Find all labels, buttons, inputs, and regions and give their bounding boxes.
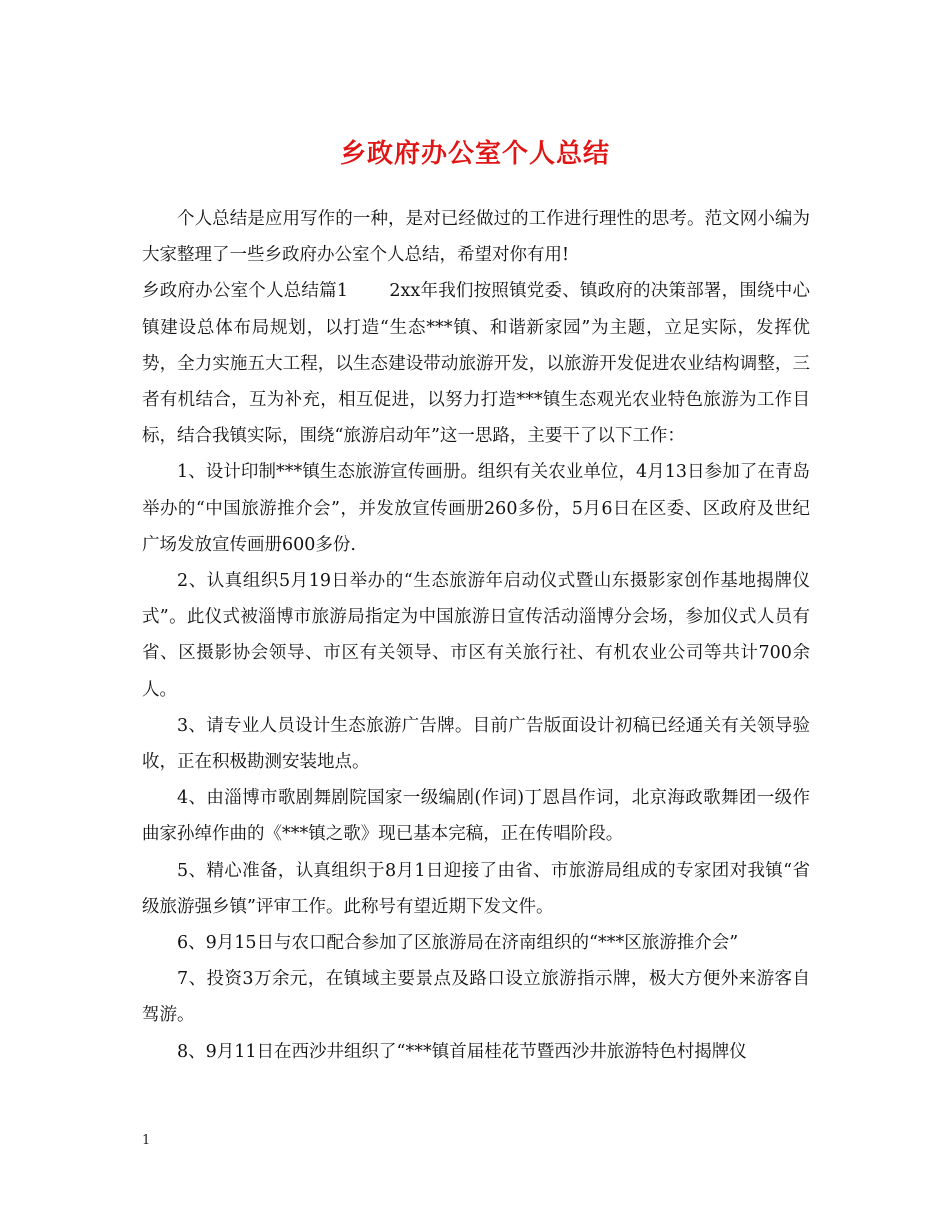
item-paragraph-5: 5、精心准备，认真组织于8月1日迎接了由省、市旅游局组成的专家团对我镇“省级旅游强乡镇”评审工作。此称号有望近期下发文件。 bbox=[142, 860, 810, 917]
item-paragraph-8: 8、9月11日在西沙井组织了“***镇首届桂花节暨西沙井旅游特色村揭牌仪 bbox=[177, 1041, 747, 1062]
item-paragraph-3: 3、请专业人员设计生态旅游广告牌。目前广告版面设计初稿已经通关有关领导验收，正在积极勘测安装地点。 bbox=[142, 715, 810, 773]
document-title: 乡政府办公室个人总结 bbox=[339, 139, 610, 169]
item-paragraph-1: 1、设计印制***镇生态旅游宣传画册。组织有关农业单位，4月13日参加了在青岛举办的“中国旅游推介会”，并发放宣传画册260多份，5月6日在区委、区政府及世纪广场发放宣传画册600多份. bbox=[142, 462, 810, 555]
document-body bbox=[142, 201, 810, 1070]
item-paragraph-6: 6、9月15日与农口配合参加了区旅游局在济南组织的“***区旅游推介会” bbox=[177, 933, 739, 954]
item-paragraph-2: 2、认真组织5月19日举办的“生态旅游年启动仪式暨山东摄影家创作基地揭牌仪式”。此仪式被淄博市旅游局指定为中国旅游日宣传活动淄博分会场，参加仪式人员有省、区摄影协会领导、市区有关领导、市区有关旅行社、有机农业公司等共计700余人。 bbox=[142, 571, 810, 700]
item-paragraph-7: 7、投资3万余元，在镇域主要景点及路口设立旅游指示牌，极大方便外来游客自驾游。 bbox=[142, 969, 810, 1026]
section-heading-paragraph: 乡政府办公室个人总结篇1 2xx年我们按照镇党委、镇政府的决策部署，围绕中心镇建设总体布局规划，以打造“生态***镇、和谐新家园”为主题，立足实际，发挥优势，全力实施五大工程，以生态建设带动旅游开发，以旅游开发促进农业结构调整，三者有机结合，互为补充，相互促进，以努力打造***镇生态观光农业特色旅游为工作目标，结合我镇实际，围绕“旅游启动年”这一思路，主要干了以下工作： bbox=[142, 281, 810, 447]
intro-paragraph: 个人总结是应用写作的一种，是对已经做过的工作进行理性的思考。范文网小编为大家整理了一些乡政府办公室个人总结，希望对你有用! bbox=[142, 209, 810, 266]
page-number: 1 bbox=[142, 1133, 151, 1148]
item-paragraph-4: 4、由淄博市歌剧舞剧院国家一级编剧(作词)丁恩昌作词，北京海政歌舞团一级作曲家孙绰作曲的《***镇之歌》现已基本完稿，正在传唱阶段。 bbox=[142, 788, 810, 845]
